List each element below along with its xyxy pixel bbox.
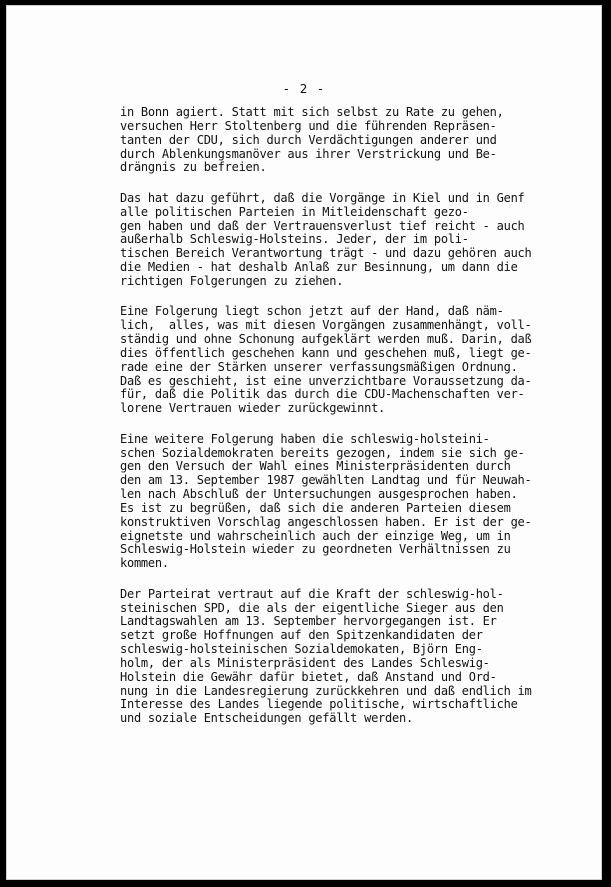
text-line: Eine Folgerung liegt schon jetzt auf der Hand, daß näm- <box>120 304 504 319</box>
text-line: ständig und ohne Schonung aufgeklärt werden muß. Darin, daß <box>120 332 532 346</box>
text-line: setzt große Hoffnungen auf den Spitzenkandidaten der <box>120 628 483 643</box>
text-line: Landtagswahlen am 13. September hervorgegangen ist. Er <box>120 614 497 629</box>
text-line: steinischen SPD, die als der eigentliche Sieger aus den <box>120 600 504 615</box>
text-line: nung in die Landesregierung zurückkehren und daß endlich im <box>120 683 532 698</box>
text-line: Schleswig-Holstein wieder zu geordneten Verhältnissen zu <box>120 542 511 557</box>
text-line: Eine weitere Folgerung haben die schleswig-holsteini- <box>120 431 490 446</box>
text-line: dies öffentlich geschehen kann und geschehen muß, liegt ge- <box>120 345 532 360</box>
paragraph <box>120 305 590 416</box>
text-line: Das hat dazu geführt, daß die Vorgänge in Kiel und in Genf <box>120 190 525 205</box>
text-line: len nach Abschluß der Untersuchungen ausgesprochen haben. <box>120 487 518 502</box>
document-body <box>120 106 590 743</box>
text-line: drängnis zu befreien. <box>120 160 267 175</box>
text-line: lorene Vertrauen wieder zurückgewinnt. <box>120 401 386 416</box>
text-line: in Bonn agiert. Statt mit sich selbst zu Rate zu gehen, <box>120 105 504 119</box>
text-line: Daß es geschieht, ist eine unverzichtbare Voraussetzung da- <box>120 373 532 388</box>
paragraph <box>120 192 590 289</box>
text-line: eignetste und wahrscheinlich auch der einzige Weg, um in <box>120 528 511 543</box>
text-line: versuchen Herr Stoltenberg und die führenden Repräsen- <box>120 118 497 133</box>
text-line: richtigen Folgerungen zu ziehen. <box>120 273 344 288</box>
text-line: rade eine der Stärken unserer verfassungsmäßigen Ordnung. <box>120 359 518 374</box>
text-line: für, daß die Politik das durch die CDU-Machenschaften ver- <box>120 387 525 402</box>
text-line: gen den Versuch der Wahl eines Ministerpräsidenten durch <box>120 459 511 474</box>
text-line: tanten der CDU, sich durch Verdächtigungen anderer und <box>120 132 497 147</box>
paragraph <box>120 433 590 571</box>
text-line: tischen Bereich Verantwortung trägt - und dazu gehören auch <box>120 246 532 261</box>
text-line: und soziale Entscheidungen gefällt werden. <box>120 711 413 726</box>
text-line: die Medien - hat deshalb Anlaß zur Besinnung, um dann die <box>120 260 518 275</box>
text-line: den am 13. September 1987 gewählten Landtag und für Neuwah- <box>120 473 532 488</box>
paragraph <box>120 588 590 726</box>
text-line: alle politischen Parteien in Mitleidenschaft gezo- <box>120 204 469 219</box>
text-line: gen haben und daß der Vertrauensverlust tief reicht - auch <box>120 218 525 233</box>
text-line: holm, der als Ministerpräsident des Landes Schleswig- <box>120 655 490 670</box>
text-line: durch Ablenkungsmanöver aus ihrer Verstrickung und Be- <box>120 146 497 161</box>
text-line: kommen. <box>120 556 169 571</box>
text-line: Es ist zu begrüßen, daß sich die anderen Parteien diesem <box>120 500 511 515</box>
text-line: Interesse des Landes liegende politische, wirtschaftliche <box>120 697 518 712</box>
paragraph <box>120 106 590 175</box>
text-line: schen Sozialdemokraten bereits gezogen, indem sie sich ge- <box>120 445 525 460</box>
document-page <box>6 5 602 880</box>
text-line: konstruktiven Vorschlag angeschlossen haben. Er ist der ge- <box>120 514 532 529</box>
text-line: außerhalb Schleswig-Holsteins. Jeder, der im poli- <box>120 232 469 247</box>
page-number: - 2 - <box>282 81 326 96</box>
text-line: Holstein die Gewähr dafür bietet, daß Anstand und Ord- <box>120 669 497 684</box>
text-line: Der Parteirat vertraut auf die Kraft der schleswig-hol- <box>120 586 504 601</box>
text-line: lich, alles, was mit diesen Vorgängen zusammenhängt, voll- <box>120 318 532 333</box>
text-line: schleswig-holsteinischen Sozialdemokaten, Björn Eng- <box>120 642 483 657</box>
